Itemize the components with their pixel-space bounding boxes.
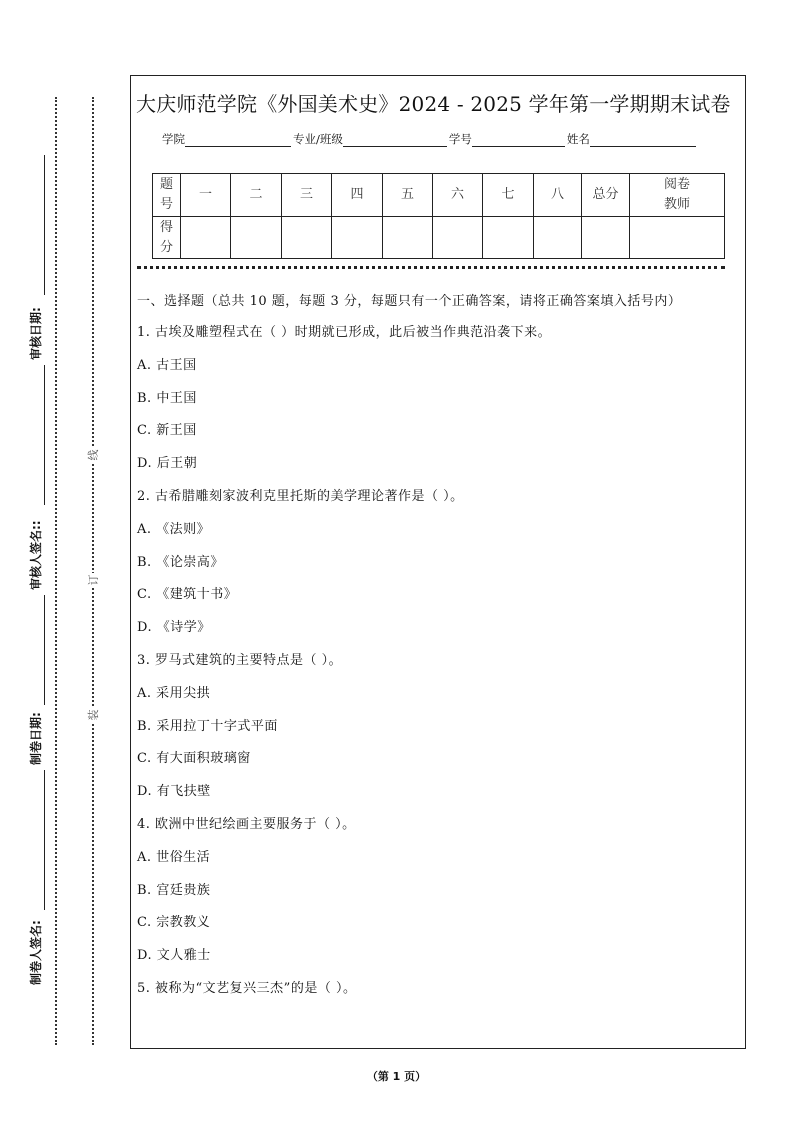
col-8: 八 [534, 174, 582, 217]
section-choice [137, 291, 737, 1006]
reviewer-signature-field[interactable] [26, 365, 45, 505]
option: D. 文人雅士 [137, 948, 211, 964]
score-cell[interactable] [582, 217, 630, 259]
col-4: 四 [332, 174, 383, 217]
question: 3. 罗马式建筑的主要特点是（ ）。 [137, 652, 343, 668]
student-info [162, 131, 698, 147]
col-7: 七 [483, 174, 534, 217]
score-cell[interactable] [181, 217, 231, 259]
student-id-label: 学号 [448, 132, 472, 146]
binding-char-ding: 订 [87, 574, 100, 586]
option: C. 宗教教义 [137, 915, 211, 931]
score-cell[interactable] [332, 217, 383, 259]
option: C. 《建筑十书》 [137, 587, 238, 603]
score-cell[interactable] [534, 217, 582, 259]
binding-char-zhuang: 装 [87, 709, 100, 721]
binding-line [92, 97, 94, 1045]
option: B. 中王国 [137, 390, 197, 406]
score-cell[interactable] [483, 217, 534, 259]
option: B. 《论崇高》 [137, 554, 224, 570]
signature-margin [26, 145, 46, 1045]
maker-signature-label: 制卷人签名: [29, 920, 43, 985]
option: A. 采用尖拱 [137, 685, 211, 701]
review-date-field[interactable] [26, 155, 45, 295]
college-label: 学院 [162, 132, 185, 146]
score-cell[interactable] [231, 217, 282, 259]
option: D. 《诗学》 [137, 620, 211, 636]
name-field[interactable] [590, 132, 696, 147]
major-label: 专业/班级 [293, 132, 343, 146]
score-table [152, 173, 725, 259]
question: 4. 欧洲中世纪绘画主要服务于（ ）。 [137, 816, 356, 832]
option: A. 世俗生活 [137, 849, 211, 865]
page-title: 大庆师范学院《外国美术史》2024 - 2025 学年第一学期期末试卷 [136, 92, 731, 116]
col-5: 五 [383, 174, 433, 217]
option: B. 采用拉丁十字式平面 [137, 718, 278, 734]
col-2: 二 [231, 174, 282, 217]
row-label-question: 题 号 [153, 174, 181, 217]
review-date-label: 审核日期: [29, 307, 43, 360]
option: C. 新王国 [137, 423, 197, 439]
question: 1. 古埃及雕塑程式在（ ）时期就已形成，此后被当作典范沿袭下来。 [137, 325, 552, 340]
question: 2. 古希腊雕刻家波利克里托斯的美学理论著作是（ ）。 [137, 488, 464, 504]
option: A. 古王国 [137, 357, 197, 373]
col-1: 一 [181, 174, 231, 217]
row-label-score: 得 分 [153, 217, 181, 259]
major-field[interactable] [343, 132, 447, 147]
option: B. 宫廷贵族 [137, 882, 211, 898]
binding-char-xian: 线 [87, 449, 100, 461]
section-heading: 一、选择题（总共 10 题，每题 3 分，每题只有一个正确答案，请将正确答案填入括号内） [137, 294, 682, 309]
score-cell[interactable] [433, 217, 483, 259]
student-id-field[interactable] [472, 132, 565, 147]
score-cell[interactable] [383, 217, 433, 259]
divider [137, 266, 725, 269]
make-date-field[interactable] [26, 595, 45, 705]
maker-signature-field[interactable] [26, 770, 45, 910]
score-cell[interactable] [282, 217, 332, 259]
reviewer-signature-label: 审核人签名:: [29, 520, 43, 590]
col-grader: 阅卷 教师 [630, 174, 725, 217]
page-number: （第 1 页） [366, 1070, 427, 1083]
college-field[interactable] [185, 132, 291, 147]
option: D. 后王朝 [137, 456, 198, 472]
col-3: 三 [282, 174, 332, 217]
col-6: 六 [433, 174, 483, 217]
question: 5. 被称为“文艺复兴三杰”的是（ ）。 [137, 980, 357, 996]
option: D. 有飞扶壁 [137, 784, 211, 800]
make-date-label: 制卷日期: [29, 712, 43, 765]
option: C. 有大面积玻璃窗 [137, 751, 251, 767]
grader-cell[interactable] [630, 217, 725, 259]
option: A. 《法则》 [137, 521, 211, 537]
name-label: 姓名 [566, 132, 590, 146]
cut-line-outer [55, 97, 57, 1045]
col-total: 总分 [582, 174, 630, 217]
